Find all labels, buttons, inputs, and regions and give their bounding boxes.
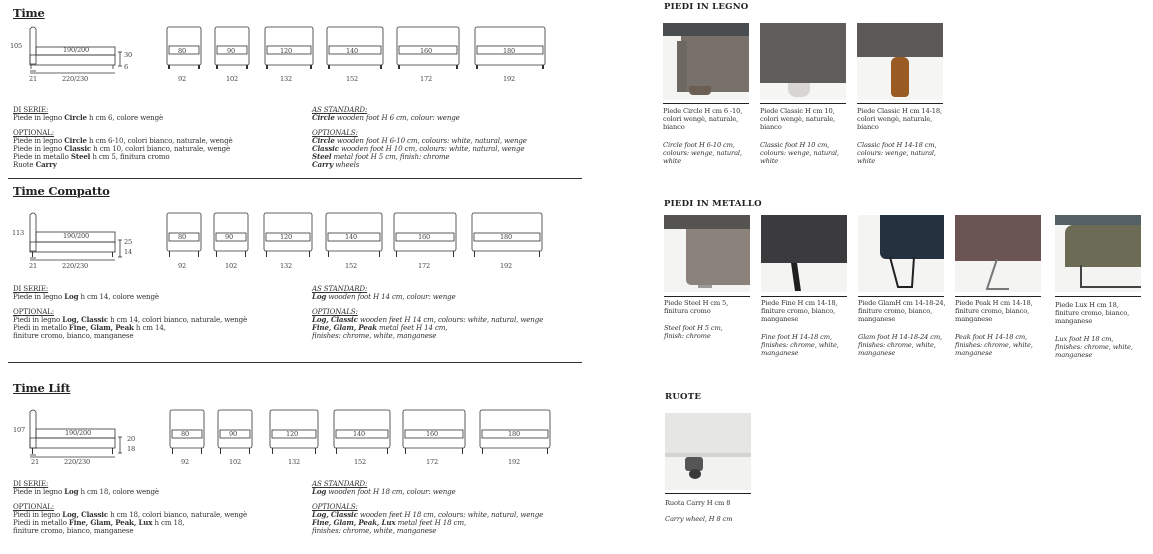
divider-1 — [8, 178, 582, 179]
compatto-dimension-drawings — [8, 208, 583, 270]
compatto-depth-total: 220/230 — [62, 262, 88, 270]
metal-line-1 — [761, 296, 847, 297]
metal-caption-en-4: Lux foot H 18 cm, finishes: chrome, white, manganese — [1055, 335, 1133, 359]
time-w2-in: 120 — [280, 47, 292, 55]
lift-w0-in: 80 — [181, 430, 189, 438]
time-w3-in: 140 — [346, 47, 358, 55]
time-height: 105 — [10, 42, 22, 50]
time-depth-left: 21 — [29, 75, 37, 83]
lift-w3-in: 140 — [353, 430, 365, 438]
lift-w0-out: 92 — [181, 458, 189, 466]
wood-title: PIEDI IN LEGNO — [664, 2, 749, 12]
divider-2 — [8, 362, 582, 363]
lift-w2-in: 120 — [286, 430, 298, 438]
wood-caption-0: Piede Circle H cm 6 -10, colori wengè, naturale, bianco — [663, 107, 743, 131]
wheel-caption-0: Ruota Carry H cm 8 — [665, 499, 731, 507]
compatto-depth-left: 21 — [29, 262, 37, 270]
metal-caption-0: Piede Steel H cm 5, finitura cromo — [664, 299, 729, 315]
wood-photo-circle — [663, 23, 749, 100]
time-w4-in: 160 — [420, 47, 432, 55]
lift-w4-in: 160 — [426, 430, 438, 438]
lift-depth-left: 21 — [31, 458, 39, 466]
metal-caption-2: Piede GlamH cm 14-18-24, finiture cromo, bianco, manganese — [858, 299, 946, 323]
time-mattress: 190/200 — [63, 46, 89, 54]
metal-line-0 — [664, 296, 750, 297]
metal-caption-1: Piede Fine H cm 14-18, finiture cromo, bianco, manganese — [761, 299, 838, 323]
time-w0-out: 92 — [178, 75, 186, 83]
compatto-w2-in: 120 — [280, 233, 292, 241]
wood-line-1 — [760, 103, 846, 104]
lift-leg-a: 20 — [127, 435, 135, 443]
lift-w4-out: 172 — [426, 458, 438, 466]
wood-caption-1: Piede Classic H cm 10, colori wengè, naturale, bianco — [760, 107, 836, 131]
metal-caption-en-1: Fine foot H 14-18 cm, finishes: chrome, white, manganese — [761, 333, 839, 357]
wheel-line-0 — [665, 493, 751, 494]
wood-line-2 — [857, 103, 943, 104]
time-w5-out: 192 — [503, 75, 515, 83]
time-w0-in: 80 — [178, 47, 186, 55]
time-w1-in: 90 — [227, 47, 235, 55]
compatto-w4-in: 160 — [418, 233, 430, 241]
compatto-w1-in: 90 — [225, 233, 233, 241]
compatto-it-text: DI SERIE: Piede in legno Log h cm 14, colore wengè OPTIONAL: Piedi in legno Log, Classic h cm 14, colori bianco, naturale, wengè Piedi in metallo Fine, Glam, Peak h cm 14, finiture cromo, bianco, manganese — [13, 284, 248, 340]
lift-w2-out: 132 — [288, 458, 300, 466]
compatto-leg-a: 25 — [124, 238, 132, 246]
compatto-leg-b: 14 — [124, 248, 132, 256]
compatto-w3-in: 140 — [345, 233, 357, 241]
compatto-w4-out: 172 — [418, 262, 430, 270]
compatto-w1-out: 102 — [225, 262, 237, 270]
compatto-w2-out: 132 — [280, 262, 292, 270]
compatto-en-text: AS STANDARD: Log wooden foot H 14 cm, colour: wenge OPTIONALS: Log, Classic wooden feet H 14 cm, colours: white, natural, wenge Fine, Glam, Peak metal feet H 14 cm, finishes: chrome, white, manganese — [312, 284, 544, 340]
lift-depth-total: 220/230 — [64, 458, 90, 466]
metal-photo-fine — [761, 215, 847, 292]
section-title-compatto: Time Compatto — [13, 184, 110, 198]
wheels-title: RUOTE — [665, 392, 702, 402]
lift-w3-out: 152 — [354, 458, 366, 466]
time-leg-b: 6 — [124, 63, 128, 71]
wood-caption-2: Piede Classic H cm 14-18, colori wengè, naturale, bianco — [857, 107, 942, 131]
time-it-text: DI SERIE: Piede in legno Circle h cm 6, colore wengè OPTIONAL: Piede in legno Circle h cm 6-10, colori bianco, naturale, wengè Piede in legno Classic h cm 10, colori bianco, naturale, wengè Piede in metallo Steel h cm 5, finitura cromo Ruote Carry — [13, 105, 233, 169]
metal-photo-steel — [664, 215, 750, 292]
lift-en-text: AS STANDARD: Log wooden foot H 18 cm, colour: wenge OPTIONALS: Log, Classic wooden feet H 18 cm, colours: white, natural, wenge Fine, Glam, Peak, Lux metal feet H 18 cm, finishes: chrome, white, manganese — [312, 479, 544, 535]
section-title-lift: Time Lift — [13, 381, 71, 395]
metal-photo-peak — [955, 215, 1041, 292]
compatto-w0-out: 92 — [178, 262, 186, 270]
compatto-w0-in: 80 — [178, 233, 186, 241]
lift-leg-b: 18 — [127, 445, 135, 453]
metal-caption-4: Piede Lux H cm 18, finiture cromo, bianco, manganese — [1055, 301, 1130, 325]
metal-caption-en-2: Glam foot H 14-18-24 cm, finishes: chrome, white, manganese — [858, 333, 943, 357]
lift-w1-out: 102 — [229, 458, 241, 466]
lift-mattress: 190/200 — [65, 429, 91, 437]
metal-title: PIEDI IN METALLO — [664, 199, 762, 209]
time-en-text: AS STANDARD: Circle wooden foot H 6 cm, colour: wenge OPTIONALS: Circle wooden foot H 6-10 cm, colours: white, natural, wenge Classic wooden foot H 10 cm, colours: white, natural, wenge Steel metal foot H 5 cm, finish: chrome Carry wheels — [312, 105, 527, 169]
time-w5-in: 180 — [503, 47, 515, 55]
metal-photo-lux — [1055, 215, 1141, 292]
metal-caption-en-3: Peak foot H 14-18 cm, finishes: chrome, white, manganese — [955, 333, 1033, 357]
wood-caption-en-1: Classic foot H 10 cm, colours: wenge, natural, white — [760, 141, 839, 165]
wood-caption-en-2: Classic foot H 14-18 cm, colours: wenge, natural, white — [857, 141, 937, 165]
compatto-mattress: 190/200 — [63, 232, 89, 240]
wood-caption-en-0: Circle foot H 6-10 cm, colours: wenge, natural, white — [663, 141, 742, 165]
compatto-w5-out: 192 — [500, 262, 512, 270]
time-w1-out: 102 — [226, 75, 238, 83]
metal-line-2 — [858, 296, 944, 297]
wood-photo-classic-10 — [760, 23, 846, 100]
compatto-w5-in: 180 — [500, 233, 512, 241]
metal-caption-en-0: Steel foot H 5 cm, finish: chrome — [664, 324, 723, 340]
metal-caption-3: Piede Peak H cm 14-18, finiture cromo, bianco, manganese — [955, 299, 1033, 323]
wood-line-0 — [663, 103, 749, 104]
time-depth-total: 220/230 — [62, 75, 88, 83]
compatto-height: 113 — [12, 229, 24, 237]
time-leg-a: 30 — [124, 51, 132, 59]
metal-photo-glam — [858, 215, 944, 292]
wheel-caption-en-0: Carry wheel, H 8 cm — [665, 515, 733, 523]
section-title-time: Time — [13, 6, 45, 20]
metal-line-3 — [955, 296, 1041, 297]
metal-line-4 — [1055, 296, 1141, 297]
time-dimension-drawings — [8, 22, 583, 90]
lift-it-text: DI SERIE: Piede in legno Log h cm 18, colore wengè OPTIONAL: Piedi in legno Log, Classic h cm 18, colori bianco, naturale, wengè Piedi in metallo Fine, Glam, Peak, Lux h cm 18, finiture cromo, bianco, manganese — [13, 479, 248, 535]
lift-height: 107 — [13, 426, 25, 434]
time-w2-out: 132 — [280, 75, 292, 83]
wheel-photo-carry — [665, 413, 751, 490]
wood-photo-classic-14 — [857, 23, 943, 100]
lift-w5-in: 180 — [508, 430, 520, 438]
lift-w5-out: 192 — [508, 458, 520, 466]
time-w3-out: 152 — [346, 75, 358, 83]
time-w4-out: 172 — [420, 75, 432, 83]
compatto-w3-out: 152 — [345, 262, 357, 270]
lift-w1-in: 90 — [229, 430, 237, 438]
